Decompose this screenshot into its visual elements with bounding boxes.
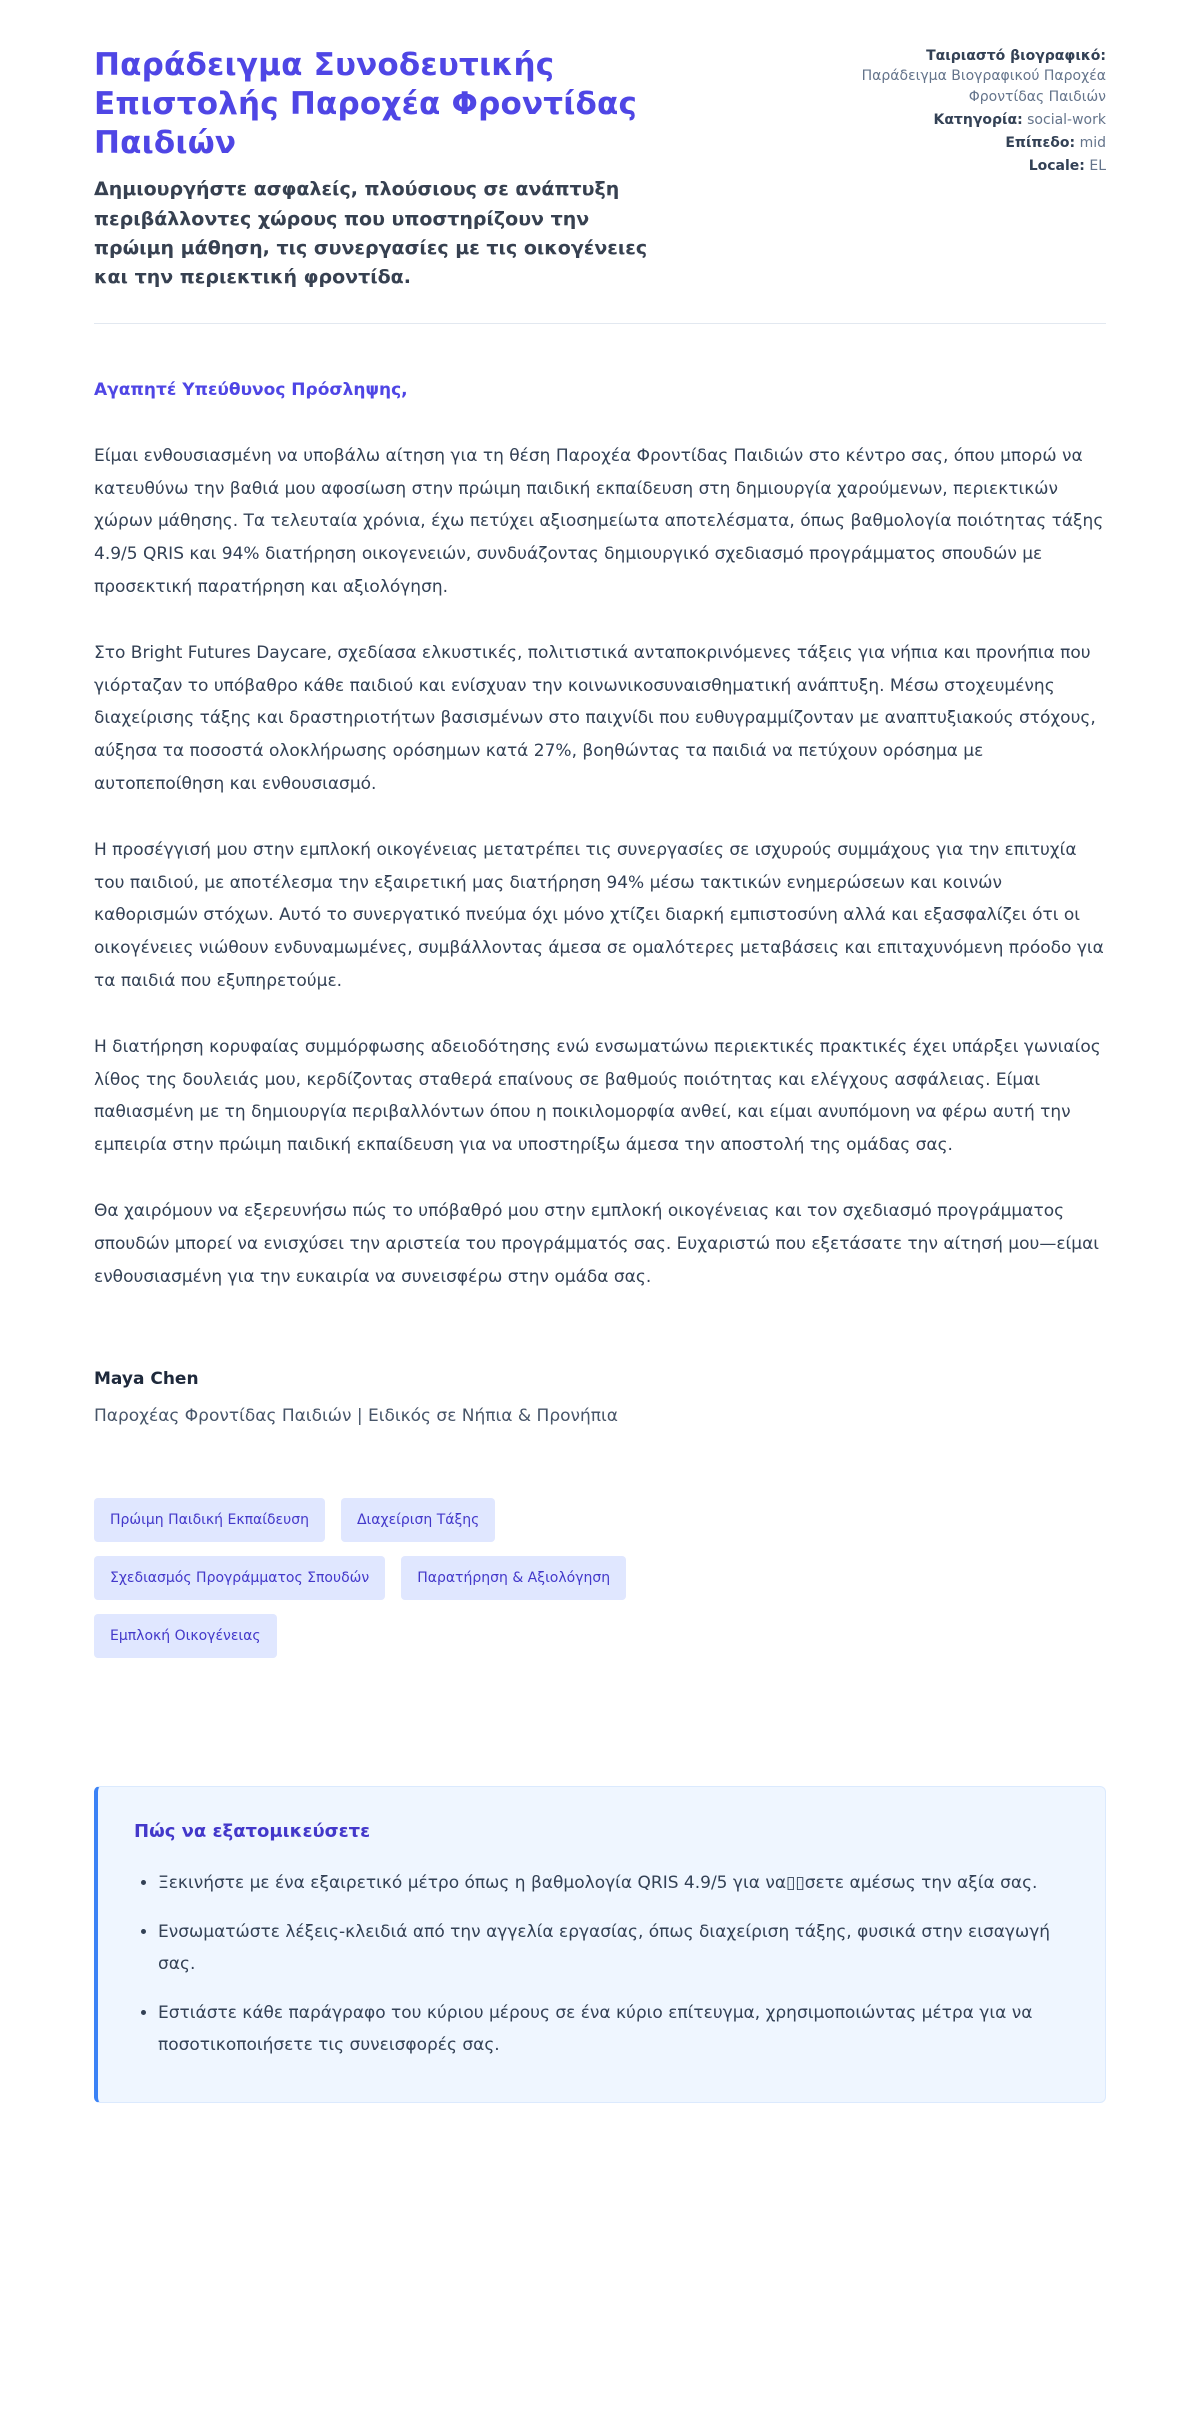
meta-value: EL	[1089, 158, 1106, 175]
meta-panel	[844, 46, 1106, 180]
customization-tips-box	[94, 1786, 1106, 2103]
letter-paragraph: Στο Bright Futures Daycare, σχεδίασα ελκυστικές, πολιτιστικά ανταποκρινόμενες τάξεις για νήπια και προνήπια που γιόρταζαν το υπόβαθρο κάθε παιδιού και ενίσχυαν την κοινωνικοσυναισθηματική ανάπτυξη. Μέσω στοχευμένης διαχείρισης τάξης και δραστηριοτήτων βασισμένων στο παιχνίδι που ευθυγραμμίζονταν με αναπτυξιακούς στόχους, αύξησα τα ποσοστά ολοκλήρωσης ορόσημων κατά 27%, βοηθώντας τα παιδιά να πετύχουν ορόσημα με αυτοπεποίθηση και ενθουσιασμό.	[94, 642, 1096, 795]
skill-tags	[94, 1498, 794, 1658]
meta-matching-resume	[844, 46, 1106, 107]
meta-level	[844, 133, 1106, 153]
meta-value: Παράδειγμα Βιογραφικού Παροχέα Φροντίδας Παιδιών	[861, 68, 1106, 105]
skill-tag: Εμπλοκή Οικογένειας	[94, 1614, 277, 1658]
signature-role: Παροχέας Φροντίδας Παιδιών | Ειδικός σε Νήπια & Προνήπια	[94, 1406, 618, 1427]
skill-tag: Πρώιμη Παιδική Εκπαίδευση	[94, 1498, 325, 1542]
meta-label: Ταιριαστό βιογραφικό:	[926, 48, 1106, 64]
letter-paragraph: Η διατήρηση κορυφαίας συμμόρφωσης αδειοδότησης ενώ ενσωματώνω περιεκτικές πρακτικές έχει υπάρξει γωνιαίος λίθος της δουλειάς μου, κερδίζοντας σταθερά επαίνους σε βαθμούς ποιότητας και ελέγχους ασφάλειας. Είμαι παθιασμένη με τη δημιουργία περιβαλλόντων όπου η ποικιλομορφία ανθεί, και είμαι ανυπόμονη να φέρω αυτή την εμπειρία στην πρώιμη παιδική εκπαίδευση για να υποστηρίξω άμεσα την αποστολή της ομάδας σας.	[94, 1036, 1101, 1156]
tip-item: • Ενσωματώστε λέξεις-κλειδιά από την αγγελία εργασίας, όπως διαχείριση τάξης, φυσικά στην εισαγωγή σας.	[158, 1917, 1065, 1981]
header	[94, 46, 1106, 293]
skill-tag: Παρατήρηση & Αξιολόγηση	[401, 1556, 626, 1600]
signature-name: Maya Chen	[94, 1369, 199, 1390]
skill-tag: Σχεδιασμός Προγράμματος Σπουδών	[94, 1556, 385, 1600]
letter-paragraph: Η προσέγγισή μου στην εμπλοκή οικογένειας μετατρέπει τις συνεργασίες σε ισχυρούς συμμάχους για την επιτυχία του παιδιού, με αποτέλεσμα την εξαιρετική μας διατήρηση 94% μέσω τακτικών ενημερώσεων και κοινών καθορισμών στόχων. Αυτό το συνεργατικό πνεύμα όχι μόνο χτίζει διαρκή εμπιστοσύνη αλλά και εξασφαλίζει ότι οι οικογένειες νιώθουν ενδυναμωμένες, συμβάλλοντας άμεσα σε ομαλότερες μεταβάσεις και επιταχυνόμενη πρόοδο για τα παιδιά που εξυπηρετούμε.	[94, 839, 1104, 992]
page-subtitle: Δημιουργήστε ασφαλείς, πλούσιους σε ανάπτυξη περιβάλλοντες χώρους που υποστηρίζουν την πρώιμη μάθηση, τις συνεργασίες με τις οικογένειες και την περιεκτική φροντίδα.	[94, 178, 648, 289]
meta-locale	[844, 156, 1106, 176]
meta-label: Κατηγορία:	[933, 111, 1023, 128]
meta-value: mid	[1079, 135, 1106, 152]
meta-label: Επίπεδο:	[1005, 135, 1076, 152]
letter-greeting: Αγαπητέ Υπεύθυνος Πρόσληψης,	[94, 379, 408, 400]
skill-tag: Διαχείριση Τάξης	[341, 1498, 495, 1542]
page-container	[94, 0, 1106, 2143]
tip-item: • Ξεκινήστε με ένα εξαιρετικό μέτρο όπως η βαθμολογία QRIS 4.9/5 για να▯▯σετε αμέσως την αξία σας.	[158, 1868, 1065, 1900]
letter-paragraph: Θα χαιρόμουν να εξερευνήσω πώς το υπόβαθρό μου στην εμπλοκή οικογένειας και τον σχεδιασμό προγράμματος σπουδών μπορεί να ενισχύσει την αριστεία του προγράμματός σας. Ευχαριστώ που εξετάσατε την αίτησή μου—είμαι ενθουσιασμένη για την ευκαιρία να συνεισφέρω στην ομάδα σας.	[94, 1201, 1100, 1287]
letter-paragraph: Είμαι ενθουσιασμένη να υποβάλω αίτηση για τη θέση Παροχέα Φροντίδας Παιδιών στο κέντρο σας, όπου μπορώ να κατευθύνω την βαθιά μου αφοσίωση στην πρώιμη παιδική εκπαίδευση στη δημιουργία χαρούμενων, περιεκτικών χώρων μάθησης. Τα τελευταία χρόνια, έχω πετύχει αξιοσημείωτα αποτελέσματα, όπως βαθμολογία ποιότητας τάξης 4.9/5 QRIS και 94% διατήρηση οικογενειών, συνδυάζοντας δημιουργικό σχεδιασμό προγράμματος σπουδών με προσεκτική παρατήρηση και αξιολόγηση.	[94, 445, 1104, 598]
meta-label: Locale:	[1028, 158, 1085, 175]
header-left	[94, 46, 734, 293]
tip-item: • Εστιάστε κάθε παράγραφο του κύριου μέρους σε ένα κύριο επίτευγμα, χρησιμοποιώντας μέτρα για να ποσοτικοποιήσετε τις συνεισφορές σας.	[158, 1998, 1065, 2062]
tips-title: Πώς να εξατομικεύσετε	[134, 1821, 371, 1843]
meta-value: social-work	[1027, 111, 1106, 128]
page-title: Παράδειγμα Συνοδευτικής Επιστολής Παροχέα Φροντίδας Παιδιών	[94, 47, 638, 162]
meta-category	[844, 110, 1106, 130]
cover-letter	[94, 324, 1106, 1427]
tips-list	[134, 1868, 1065, 2062]
